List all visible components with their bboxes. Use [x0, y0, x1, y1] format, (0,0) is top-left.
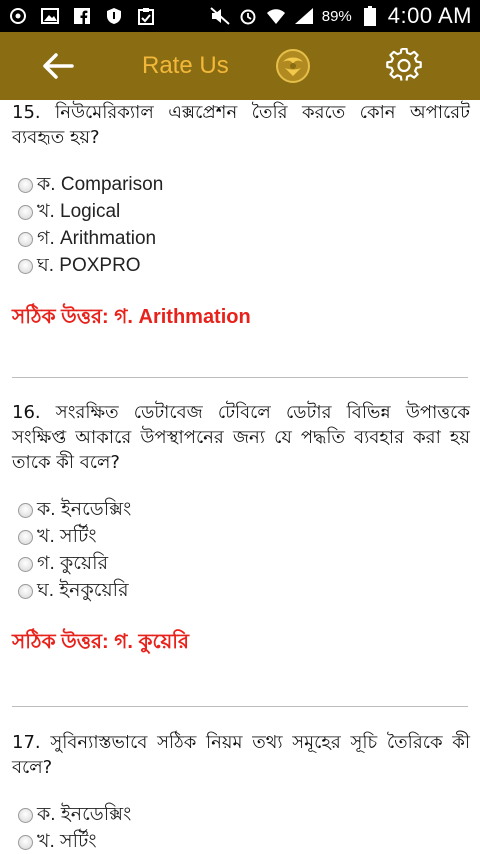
option-item[interactable] — [12, 226, 470, 253]
radio-button[interactable] — [18, 205, 33, 220]
radio-button[interactable] — [18, 557, 33, 572]
option-label: ঘ. POXPRO — [37, 254, 141, 276]
sync-icon — [8, 7, 28, 25]
signal-icon — [294, 7, 314, 25]
radio-button[interactable] — [18, 259, 33, 274]
radio-button[interactable] — [18, 584, 33, 599]
correct-answer: সঠিক উত্তর: গ. Arithmation — [12, 306, 251, 328]
option-item[interactable] — [12, 253, 470, 280]
emblem-icon — [275, 48, 311, 84]
radio-button[interactable] — [18, 808, 33, 823]
option-label: গ. কুয়েরি — [37, 552, 109, 574]
option-item[interactable] — [12, 172, 470, 199]
option-item[interactable] — [12, 524, 470, 551]
options-list — [12, 172, 470, 280]
shield-icon — [104, 7, 124, 25]
radio-button[interactable] — [18, 178, 33, 193]
question-card — [12, 400, 470, 660]
image-icon — [40, 7, 60, 25]
mute-icon — [210, 7, 230, 25]
option-label: ক. ইনডেক্সিং — [37, 498, 132, 520]
radio-button[interactable] — [18, 503, 33, 518]
option-label: ক. Comparison — [37, 173, 164, 195]
question-text: 17. সুবিন্যাস্তভাবে সঠিক নিয়ম তথ্য সমূহের সূচি তৈরিকে কী বলে? — [12, 732, 470, 778]
option-item[interactable] — [12, 578, 470, 605]
option-label: ঘ. ইনকুয়েরি — [37, 579, 129, 601]
question-text: 15. নিউমেরিক্যাল এক্সপ্রেশন তৈরি করতে কোন অপারেট ব্যবহৃত হয়? — [12, 102, 470, 148]
option-item[interactable] — [12, 802, 470, 829]
options-list — [12, 802, 470, 854]
clock: 4:00 AM — [387, 3, 472, 28]
radio-button[interactable] — [18, 232, 33, 247]
divider — [12, 377, 468, 378]
option-label: খ. সর্টিং — [37, 525, 97, 547]
app-bar — [0, 32, 480, 100]
option-label: খ. সর্টিং — [37, 830, 97, 852]
notification-icons — [8, 7, 156, 25]
page-title[interactable]: Rate Us — [142, 52, 229, 79]
radio-button[interactable] — [18, 530, 33, 545]
question-card — [12, 100, 470, 335]
clipboard-icon — [136, 7, 156, 25]
radio-button[interactable] — [18, 835, 33, 850]
settings-button[interactable] — [386, 48, 422, 84]
question-card — [12, 730, 470, 854]
divider — [12, 706, 468, 707]
quiz-content[interactable] — [0, 100, 480, 854]
option-label: গ. Arithmation — [37, 227, 157, 249]
option-item[interactable] — [12, 829, 470, 854]
back-button[interactable] — [38, 48, 78, 84]
option-item[interactable] — [12, 497, 470, 524]
question-text: 16. সংরক্ষিত ডেটাবেজ টেবিলে ডেটার বিভিন্ন উপাত্তকে সংক্ষিপ্ত আকারে উপস্থাপনের জন্য যে পদ্ধতি ব্যবহার করা হয় তাকে কী বলে? — [12, 402, 470, 473]
system-status — [210, 3, 472, 29]
option-label: ক. ইনডেক্সিং — [37, 803, 132, 825]
option-item[interactable] — [12, 551, 470, 578]
back-arrow-icon — [41, 51, 75, 81]
status-bar — [0, 0, 480, 32]
battery-percent: 89% — [321, 7, 352, 25]
gear-icon — [386, 48, 422, 84]
alarm-icon — [238, 7, 258, 25]
battery-icon — [360, 7, 380, 25]
wifi-icon — [266, 7, 286, 25]
correct-answer: সঠিক উত্তর: গ. কুয়েরি — [12, 631, 190, 653]
option-item[interactable] — [12, 199, 470, 226]
facebook-icon — [72, 7, 92, 25]
option-label: খ. Logical — [37, 200, 121, 222]
options-list — [12, 497, 470, 605]
